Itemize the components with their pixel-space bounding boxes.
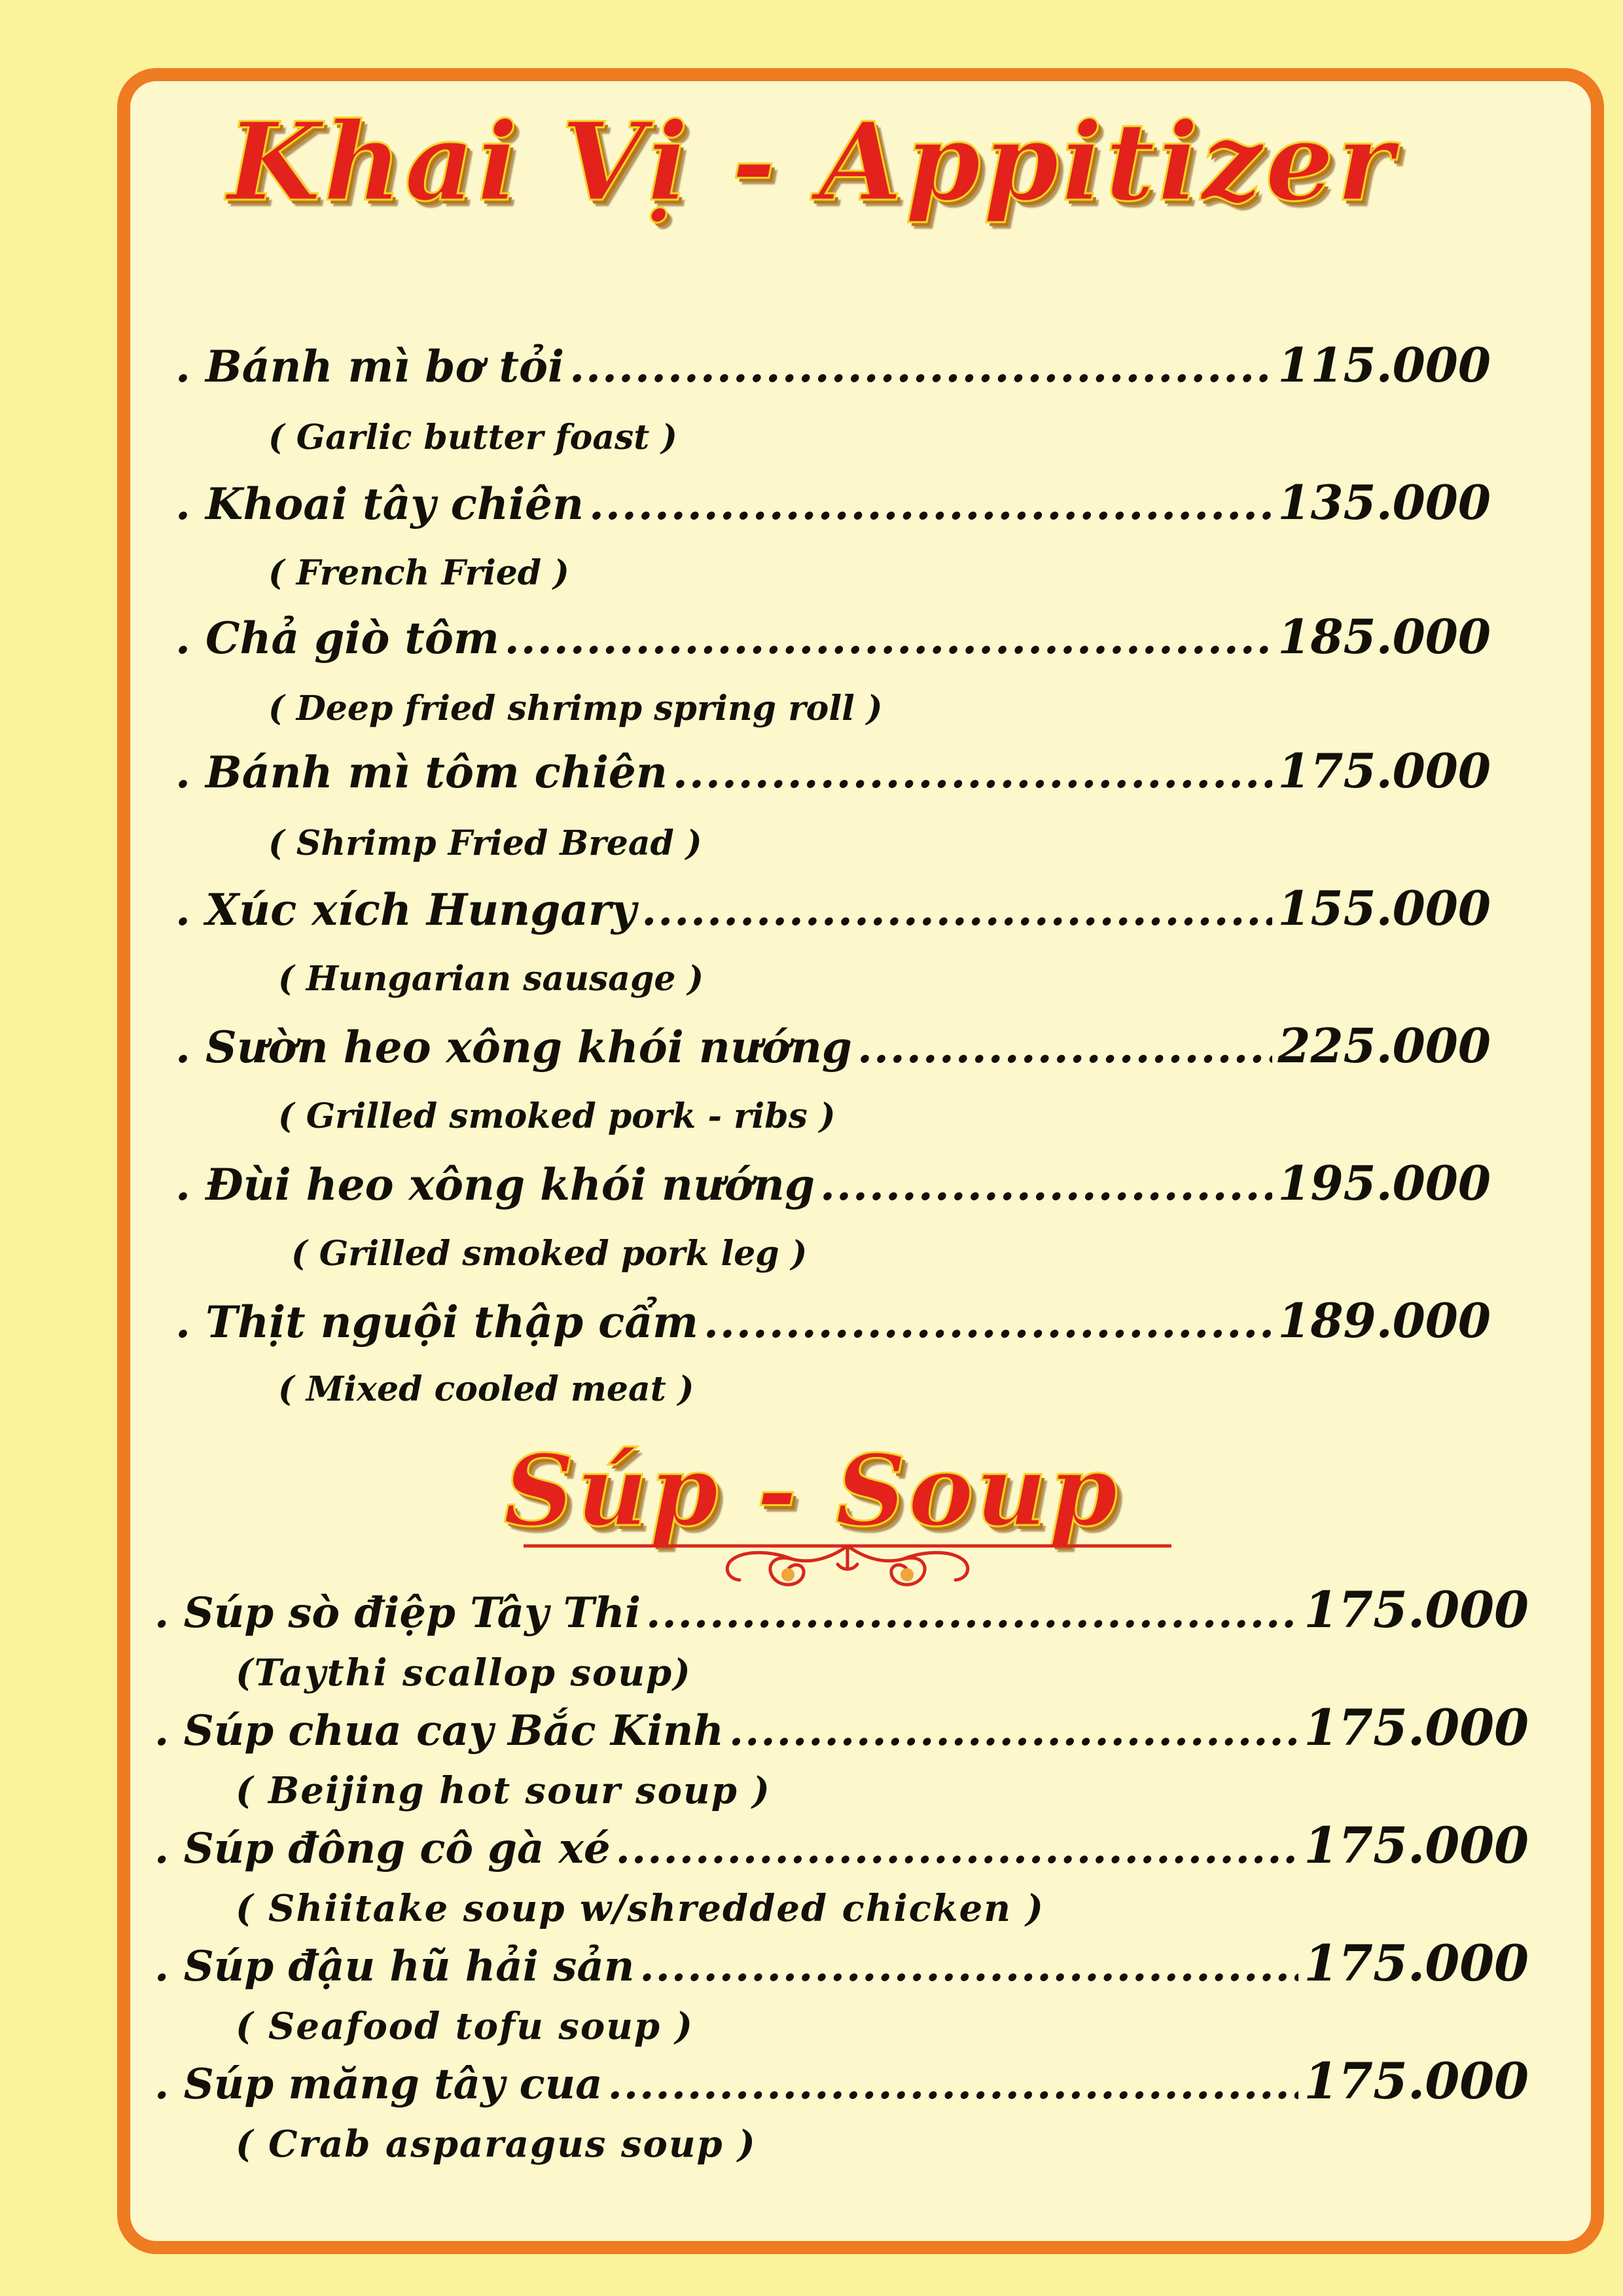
soup-title: Súp - Soup <box>503 1433 1120 1549</box>
item-name: . Súp sò điệp Tây Thi <box>154 1588 641 1638</box>
item-name: . Súp măng tây cua <box>154 2060 603 2109</box>
item-price: 155.000 <box>1277 880 1491 936</box>
item-price: 175.000 <box>1277 743 1491 798</box>
item-price: 225.000 <box>1277 1018 1491 1073</box>
dot-leader <box>608 2060 1299 2109</box>
item-translation: ( Hungarian sausage ) <box>278 959 704 999</box>
menu-item <box>154 1816 1529 1874</box>
dot-leader <box>616 1824 1299 1873</box>
item-name: . Xúc xích Hungary <box>175 884 637 935</box>
item-price: 175.000 <box>1304 1581 1529 1639</box>
item-price: 195.000 <box>1277 1155 1491 1211</box>
item-translation: (Taythi scallop soup) <box>236 1651 692 1695</box>
item-name: . Sườn heo xông khói nướng <box>175 1022 852 1073</box>
item-name: . Thịt nguội thập cẩm <box>175 1297 698 1348</box>
item-price: 185.000 <box>1277 609 1491 664</box>
menu-item <box>175 1293 1491 1348</box>
menu-item <box>175 743 1491 798</box>
item-price: 175.000 <box>1304 1816 1529 1874</box>
item-price: 175.000 <box>1304 1698 1529 1757</box>
menu-item <box>175 1018 1491 1073</box>
dot-leader <box>505 613 1273 664</box>
item-translation: ( Grilled smoked pork leg ) <box>291 1234 808 1274</box>
menu-item <box>175 337 1491 393</box>
dot-leader <box>857 1022 1272 1073</box>
appetizer-title: Khai Vị - Appitizer <box>226 98 1397 225</box>
item-price: 175.000 <box>1304 1934 1529 1992</box>
dot-leader <box>673 747 1272 798</box>
menu-item <box>154 1934 1529 1992</box>
menu-item <box>154 1581 1529 1639</box>
item-price: 135.000 <box>1277 475 1491 530</box>
item-name: . Súp đông cô gà xé <box>154 1824 611 1873</box>
item-translation: ( Seafood tofu soup ) <box>236 2005 694 2048</box>
dot-leader <box>589 478 1272 529</box>
item-name: . Khoai tây chiên <box>175 478 584 529</box>
dot-leader <box>569 341 1272 392</box>
dot-leader <box>820 1159 1272 1210</box>
item-translation: ( Grilled smoked pork - ribs ) <box>278 1096 836 1136</box>
dot-leader <box>729 1706 1298 1755</box>
dot-leader <box>646 1588 1298 1638</box>
menu-item <box>175 609 1491 664</box>
item-translation: ( Beijing hot sour soup ) <box>236 1769 771 1812</box>
item-translation: ( Shiitake soup w/shredded chicken ) <box>236 1887 1044 1930</box>
item-name: . Súp đậu hũ hải sản <box>154 1942 635 1991</box>
item-name: . Bánh mì tôm chiên <box>175 747 668 798</box>
item-translation: ( Deep fried shrimp spring roll ) <box>268 689 883 728</box>
item-price: 175.000 <box>1304 2052 1529 2110</box>
item-price: 115.000 <box>1277 337 1491 393</box>
item-name: . Súp chua cay Bắc Kinh <box>154 1706 724 1755</box>
dot-leader <box>639 1942 1298 1991</box>
item-translation: ( Shrimp Fried Bread ) <box>268 823 702 863</box>
dot-leader <box>641 884 1272 935</box>
dot-leader <box>704 1297 1272 1348</box>
item-price: 189.000 <box>1277 1293 1491 1348</box>
item-translation: ( French Fried ) <box>268 553 569 593</box>
item-translation: ( Garlic butter foast ) <box>268 418 678 457</box>
item-translation: ( Crab asparagus soup ) <box>236 2123 757 2166</box>
menu-item <box>175 1155 1491 1211</box>
menu-item <box>175 475 1491 530</box>
item-name: . Bánh mì bơ tỏi <box>175 341 565 392</box>
item-name: . Chả giò tôm <box>175 613 499 664</box>
item-translation: ( Mixed cooled meat ) <box>278 1369 694 1409</box>
menu-item <box>154 1698 1529 1757</box>
item-name: . Đùi heo xông khói nướng <box>175 1159 815 1210</box>
menu-item <box>175 880 1491 936</box>
menu-item <box>154 2052 1529 2110</box>
